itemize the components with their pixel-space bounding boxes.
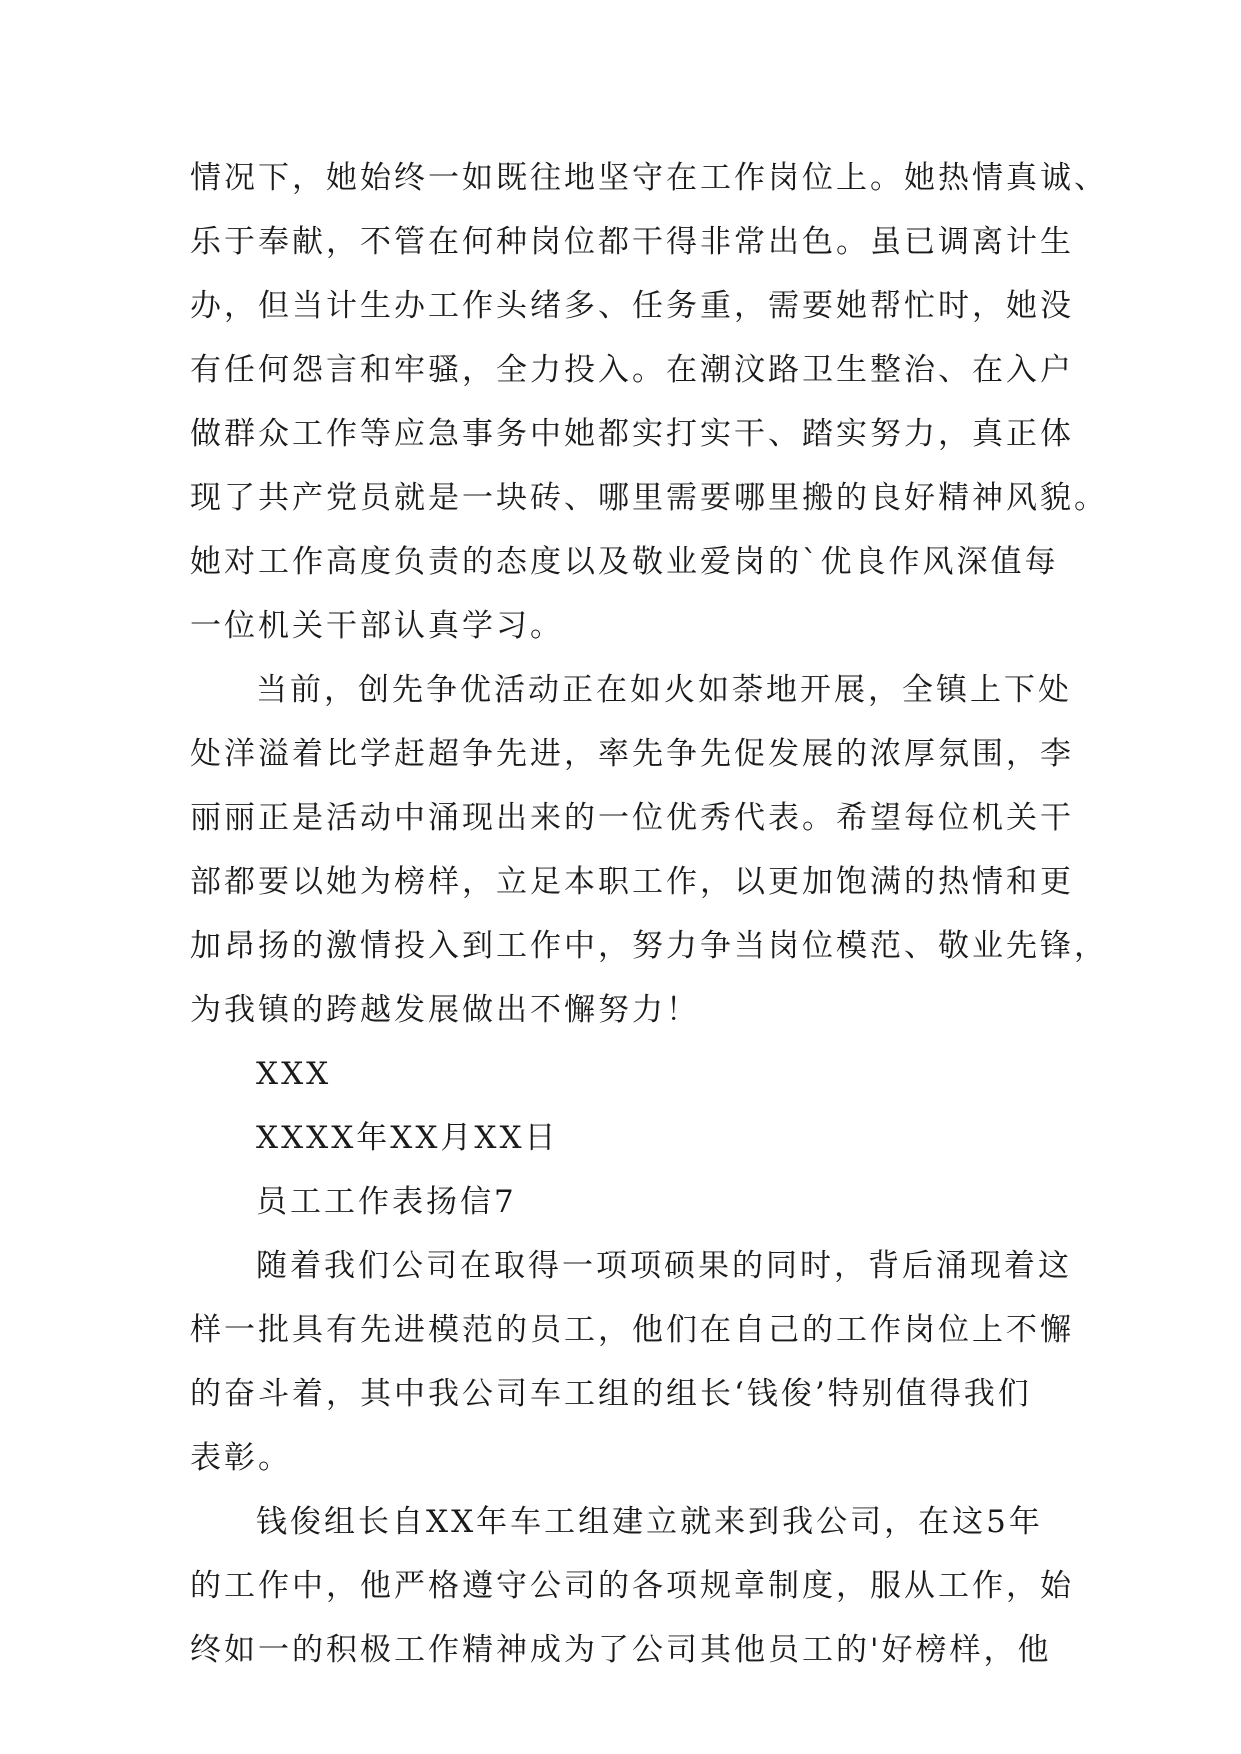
paragraph-line: 丽丽正是活动中涌现出来的一位优秀代表。希望每位机关干 xyxy=(190,800,1074,836)
signature-date: XXXX年XX月XX日 xyxy=(256,1120,559,1156)
document-body xyxy=(190,146,1108,1682)
paragraph-line: 办，但当计生办工作头绪多、任务重，需要她帮忙时，她没 xyxy=(190,288,1074,324)
paragraph-line: 随着我们公司在取得一项项硕果的同时，背后涌现着这 xyxy=(256,1248,1072,1284)
paragraph-line: 部都要以她为榜样，立足本职工作，以更加饱满的热情和更 xyxy=(190,864,1074,900)
paragraph-line: 钱俊组长自XX年车工组建立就来到我公司，在这5年 xyxy=(256,1504,1043,1540)
paragraph-line: 她对工作高度负责的态度以及敬业爱岗的`优良作风深值每 xyxy=(190,544,1059,580)
paragraph-line: 一位机关干部认真学习。 xyxy=(190,608,564,644)
paragraph-line: 做群众工作等应急事务中她都实打实干、踏实努力，真正体 xyxy=(190,416,1074,452)
paragraph-line: 情况下，她始终一如既往地坚守在工作岗位上。她热情真诚、 xyxy=(190,160,1108,196)
paragraph-line: 的奋斗着，其中我公司车工组的组长‘钱俊’特别值得我们 xyxy=(190,1376,1032,1412)
section-heading: 员工工作表扬信7 xyxy=(256,1184,517,1220)
paragraph-line: 为我镇的跨越发展做出不懈努力！ xyxy=(190,992,700,1028)
paragraph-line: 当前，创先争优活动正在如火如荼地开展，全镇上下处 xyxy=(256,672,1072,708)
paragraph-line: 有任何怨言和牢骚，全力投入。在潮汶路卫生整治、在入户 xyxy=(190,352,1074,388)
signature-name: XXX xyxy=(256,1056,332,1092)
paragraph-line: 加昂扬的激情投入到工作中，努力争当岗位模范、敬业先锋， xyxy=(190,928,1108,964)
paragraph-line: 样一批具有先进模范的员工，他们在自己的工作岗位上不懈 xyxy=(190,1312,1074,1348)
paragraph-line: 处洋溢着比学赶超争先进，率先争先促发展的浓厚氛围，李 xyxy=(190,736,1074,772)
paragraph-line: 现了共产党员就是一块砖、哪里需要哪里搬的良好精神风貌。 xyxy=(190,480,1108,516)
paragraph-line: 乐于奉献，不管在何种岗位都干得非常出色。虽已调离计生 xyxy=(190,224,1074,260)
paragraph-line: 终如一的积极工作精神成为了公司其他员工的'好榜样，他 xyxy=(190,1632,1052,1668)
paragraph-line: 的工作中，他严格遵守公司的各项规章制度，服从工作，始 xyxy=(190,1568,1074,1604)
paragraph-line: 表彰。 xyxy=(190,1440,292,1476)
